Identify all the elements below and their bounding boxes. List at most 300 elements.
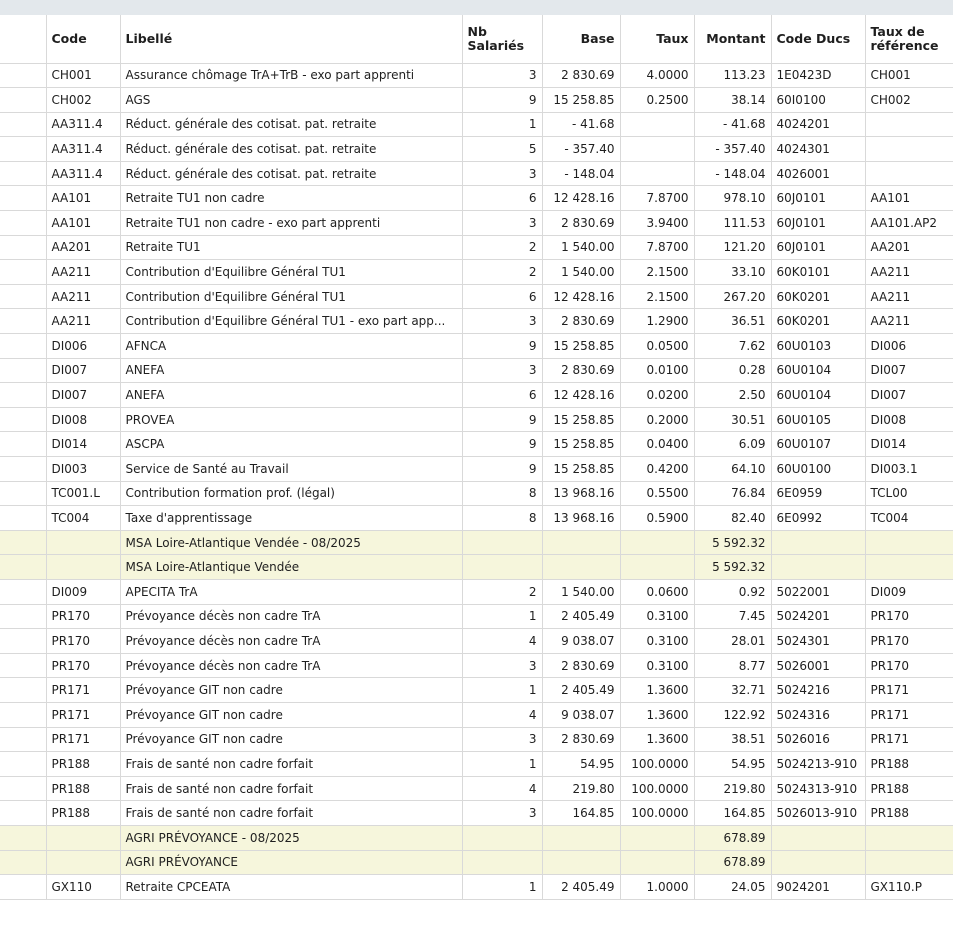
cell-taux: 0.5500 xyxy=(620,481,694,506)
column-header-code-ducs[interactable]: Code Ducs xyxy=(771,15,865,63)
cell-taux: 0.2000 xyxy=(620,407,694,432)
cell-libelle: Prévoyance GIT non cadre xyxy=(120,727,462,752)
cell-code-ducs: 60U0103 xyxy=(771,334,865,359)
cell-taux-reference: TC004 xyxy=(865,506,953,531)
cell-code: PR171 xyxy=(46,727,120,752)
cell-montant: 82.40 xyxy=(694,506,771,531)
cell-taux-reference: DI009 xyxy=(865,579,953,604)
row-gutter xyxy=(0,702,46,727)
cell-nb-salaries: 6 xyxy=(462,284,542,309)
cell-montant: 30.51 xyxy=(694,407,771,432)
cell-code: DI007 xyxy=(46,383,120,408)
cell-code-ducs: 60U0105 xyxy=(771,407,865,432)
cell-taux-reference xyxy=(865,530,953,555)
table-row[interactable] xyxy=(0,752,953,777)
cell-code: DI006 xyxy=(46,334,120,359)
row-gutter xyxy=(0,850,46,875)
row-gutter xyxy=(0,211,46,236)
cell-taux-reference: AA211 xyxy=(865,260,953,285)
table-body xyxy=(0,63,953,899)
cell-taux-reference: AA201 xyxy=(865,235,953,260)
table-row[interactable] xyxy=(0,63,953,88)
table-row[interactable] xyxy=(0,776,953,801)
row-gutter xyxy=(0,776,46,801)
cell-base: 1 540.00 xyxy=(542,579,620,604)
cell-taux: 0.3100 xyxy=(620,629,694,654)
cell-nb-salaries: 8 xyxy=(462,506,542,531)
cell-taux-reference: PR170 xyxy=(865,604,953,629)
cell-code-ducs: 5024216 xyxy=(771,678,865,703)
cell-montant: 0.92 xyxy=(694,579,771,604)
cell-base: 164.85 xyxy=(542,801,620,826)
table-row[interactable] xyxy=(0,678,953,703)
cell-taux-reference: PR188 xyxy=(865,752,953,777)
row-gutter xyxy=(0,678,46,703)
cell-taux-reference: DI014 xyxy=(865,432,953,457)
cell-montant: 32.71 xyxy=(694,678,771,703)
cell-taux-reference: DI008 xyxy=(865,407,953,432)
cell-base: - 148.04 xyxy=(542,161,620,186)
cell-taux: 7.8700 xyxy=(620,186,694,211)
cell-libelle: Prévoyance GIT non cadre xyxy=(120,702,462,727)
row-gutter xyxy=(0,137,46,162)
cell-montant: 121.20 xyxy=(694,235,771,260)
cell-code: CH002 xyxy=(46,88,120,113)
cell-base: 12 428.16 xyxy=(542,383,620,408)
cell-taux: 0.3100 xyxy=(620,604,694,629)
cell-code: PR170 xyxy=(46,629,120,654)
cell-libelle: MSA Loire-Atlantique Vendée - 08/2025 xyxy=(120,530,462,555)
table-row[interactable] xyxy=(0,260,953,285)
cell-taux-reference xyxy=(865,850,953,875)
cell-base: 15 258.85 xyxy=(542,334,620,359)
row-gutter xyxy=(0,653,46,678)
cell-montant: 978.10 xyxy=(694,186,771,211)
cell-code-ducs: 5026016 xyxy=(771,727,865,752)
column-header-base[interactable]: Base xyxy=(542,15,620,63)
cell-base: 2 830.69 xyxy=(542,653,620,678)
cell-libelle: Prévoyance décès non cadre TrA xyxy=(120,604,462,629)
row-gutter xyxy=(0,801,46,826)
cell-nb-salaries: 3 xyxy=(462,211,542,236)
cell-base: 13 968.16 xyxy=(542,506,620,531)
column-header-montant[interactable]: Montant xyxy=(694,15,771,63)
cell-nb-salaries xyxy=(462,850,542,875)
cell-code: PR188 xyxy=(46,776,120,801)
cell-montant: - 41.68 xyxy=(694,112,771,137)
cell-taux xyxy=(620,530,694,555)
cell-code: AA101 xyxy=(46,211,120,236)
cell-code: AA311.4 xyxy=(46,137,120,162)
cell-nb-salaries: 3 xyxy=(462,727,542,752)
cell-nb-salaries: 9 xyxy=(462,432,542,457)
cell-montant: 76.84 xyxy=(694,481,771,506)
cell-code: PR171 xyxy=(46,678,120,703)
table-row[interactable] xyxy=(0,112,953,137)
cell-code: TC001.L xyxy=(46,481,120,506)
cell-taux: 0.0400 xyxy=(620,432,694,457)
table-row[interactable] xyxy=(0,727,953,752)
cell-libelle: Retraite TU1 non cadre - exo part apprenti xyxy=(120,211,462,236)
table-row[interactable] xyxy=(0,161,953,186)
cell-nb-salaries: 3 xyxy=(462,801,542,826)
cell-code-ducs: 4026001 xyxy=(771,161,865,186)
cell-code: AA311.4 xyxy=(46,112,120,137)
cell-nb-salaries: 4 xyxy=(462,776,542,801)
cell-code: DI008 xyxy=(46,407,120,432)
cell-base xyxy=(542,530,620,555)
cell-taux-reference: DI007 xyxy=(865,383,953,408)
table-row[interactable] xyxy=(0,235,953,260)
table-row[interactable] xyxy=(0,875,953,900)
cell-montant: 6.09 xyxy=(694,432,771,457)
cell-base: - 357.40 xyxy=(542,137,620,162)
cell-base: 2 830.69 xyxy=(542,309,620,334)
table-row[interactable] xyxy=(0,284,953,309)
cell-code-ducs: 5024316 xyxy=(771,702,865,727)
cell-taux: 0.0200 xyxy=(620,383,694,408)
subtotal-row[interactable] xyxy=(0,825,953,850)
table-row[interactable] xyxy=(0,432,953,457)
cell-montant: 36.51 xyxy=(694,309,771,334)
table-row[interactable] xyxy=(0,383,953,408)
cell-code-ducs: 60K0201 xyxy=(771,309,865,334)
cell-base: 15 258.85 xyxy=(542,88,620,113)
row-gutter xyxy=(0,334,46,359)
row-gutter xyxy=(0,63,46,88)
cell-taux-reference: PR188 xyxy=(865,801,953,826)
cell-montant: 678.89 xyxy=(694,825,771,850)
row-gutter xyxy=(0,88,46,113)
cell-base: 2 830.69 xyxy=(542,63,620,88)
cell-nb-salaries: 4 xyxy=(462,629,542,654)
cell-taux: 100.0000 xyxy=(620,752,694,777)
cell-taux: 7.8700 xyxy=(620,235,694,260)
cell-code-ducs: 60U0100 xyxy=(771,457,865,482)
cell-libelle: Taxe d'apprentissage xyxy=(120,506,462,531)
cell-taux-reference: PR188 xyxy=(865,776,953,801)
cell-base: 9 038.07 xyxy=(542,702,620,727)
cell-nb-salaries: 5 xyxy=(462,137,542,162)
cell-taux: 1.3600 xyxy=(620,678,694,703)
cell-taux-reference: DI006 xyxy=(865,334,953,359)
row-gutter xyxy=(0,112,46,137)
cell-base: 12 428.16 xyxy=(542,284,620,309)
cell-taux: 4.0000 xyxy=(620,63,694,88)
cell-code-ducs: 60I0100 xyxy=(771,88,865,113)
cell-nb-salaries xyxy=(462,530,542,555)
cell-nb-salaries: 3 xyxy=(462,63,542,88)
cell-taux: 0.5900 xyxy=(620,506,694,531)
table-row[interactable] xyxy=(0,801,953,826)
cell-nb-salaries: 2 xyxy=(462,579,542,604)
cell-base: 2 405.49 xyxy=(542,875,620,900)
cell-taux-reference xyxy=(865,112,953,137)
row-gutter xyxy=(0,555,46,580)
cell-code-ducs: 6E0959 xyxy=(771,481,865,506)
cell-montant: 54.95 xyxy=(694,752,771,777)
cell-montant: 122.92 xyxy=(694,702,771,727)
cell-libelle: ASCPA xyxy=(120,432,462,457)
cell-code: GX110 xyxy=(46,875,120,900)
cell-taux-reference: DI007 xyxy=(865,358,953,383)
row-gutter xyxy=(0,752,46,777)
cell-libelle: Contribution d'Equilibre Général TU1 xyxy=(120,260,462,285)
table-row[interactable] xyxy=(0,702,953,727)
cell-nb-salaries: 2 xyxy=(462,235,542,260)
cell-nb-salaries: 1 xyxy=(462,678,542,703)
cell-taux: 1.2900 xyxy=(620,309,694,334)
cell-taux xyxy=(620,850,694,875)
row-gutter xyxy=(0,432,46,457)
cell-code: AA101 xyxy=(46,186,120,211)
cell-nb-salaries: 2 xyxy=(462,260,542,285)
row-gutter xyxy=(0,186,46,211)
cell-montant: 38.14 xyxy=(694,88,771,113)
cell-libelle: Réduct. générale des cotisat. pat. retraite xyxy=(120,137,462,162)
cell-nb-salaries: 3 xyxy=(462,161,542,186)
subtotal-row[interactable] xyxy=(0,530,953,555)
cell-libelle: PROVEA xyxy=(120,407,462,432)
column-header-nb-salaries[interactable]: Nb Salariés xyxy=(462,15,542,63)
cell-montant: 678.89 xyxy=(694,850,771,875)
cell-base: 2 405.49 xyxy=(542,604,620,629)
cell-base: 15 258.85 xyxy=(542,432,620,457)
row-gutter xyxy=(0,825,46,850)
cell-libelle: ANEFA xyxy=(120,383,462,408)
cell-code: PR170 xyxy=(46,653,120,678)
cell-taux-reference: AA101.AP2 xyxy=(865,211,953,236)
row-gutter xyxy=(0,530,46,555)
cell-libelle: AFNCA xyxy=(120,334,462,359)
cell-libelle: Frais de santé non cadre forfait xyxy=(120,801,462,826)
cell-nb-salaries: 9 xyxy=(462,88,542,113)
cell-nb-salaries: 1 xyxy=(462,875,542,900)
cell-montant: - 148.04 xyxy=(694,161,771,186)
cell-taux-reference: AA211 xyxy=(865,309,953,334)
cell-code: AA311.4 xyxy=(46,161,120,186)
row-gutter xyxy=(0,481,46,506)
cell-taux: 2.1500 xyxy=(620,260,694,285)
cell-nb-salaries: 6 xyxy=(462,186,542,211)
cell-base: - 41.68 xyxy=(542,112,620,137)
cell-taux: 1.0000 xyxy=(620,875,694,900)
cell-taux-reference: CH002 xyxy=(865,88,953,113)
cell-taux: 0.0600 xyxy=(620,579,694,604)
cell-code: CH001 xyxy=(46,63,120,88)
column-header-code[interactable]: Code xyxy=(46,15,120,63)
row-gutter xyxy=(0,604,46,629)
cell-libelle: Contribution d'Equilibre Général TU1 - exo part app... xyxy=(120,309,462,334)
table-row[interactable] xyxy=(0,88,953,113)
row-gutter xyxy=(0,506,46,531)
cell-code-ducs: 60U0104 xyxy=(771,358,865,383)
cell-code-ducs: 60J0101 xyxy=(771,186,865,211)
cell-libelle: Réduct. générale des cotisat. pat. retraite xyxy=(120,161,462,186)
cell-montant: 5 592.32 xyxy=(694,555,771,580)
cell-libelle: AGRI PRÉVOYANCE - 08/2025 xyxy=(120,825,462,850)
cell-taux-reference: PR171 xyxy=(865,727,953,752)
row-gutter xyxy=(0,260,46,285)
cell-montant: 24.05 xyxy=(694,875,771,900)
cell-base: 2 830.69 xyxy=(542,211,620,236)
cell-code-ducs: 6E0992 xyxy=(771,506,865,531)
cell-code xyxy=(46,530,120,555)
cell-taux-reference xyxy=(865,137,953,162)
cell-taux-reference xyxy=(865,161,953,186)
top-bar xyxy=(0,0,953,15)
cell-taux xyxy=(620,112,694,137)
cell-libelle: APECITA TrA xyxy=(120,579,462,604)
table-row[interactable] xyxy=(0,137,953,162)
cell-taux-reference: PR170 xyxy=(865,653,953,678)
column-header-taux[interactable]: Taux xyxy=(620,15,694,63)
cell-taux xyxy=(620,825,694,850)
subtotal-row[interactable] xyxy=(0,850,953,875)
cell-taux-reference xyxy=(865,825,953,850)
cell-taux-reference: AA101 xyxy=(865,186,953,211)
cell-code: PR188 xyxy=(46,752,120,777)
cell-taux xyxy=(620,137,694,162)
cell-code-ducs: 4024301 xyxy=(771,137,865,162)
cell-base: 2 830.69 xyxy=(542,727,620,752)
cell-montant: 0.28 xyxy=(694,358,771,383)
cell-code: DI009 xyxy=(46,579,120,604)
cell-code: PR171 xyxy=(46,702,120,727)
table-row[interactable] xyxy=(0,211,953,236)
cell-montant: 38.51 xyxy=(694,727,771,752)
cell-montant: 267.20 xyxy=(694,284,771,309)
cell-libelle: AGRI PRÉVOYANCE xyxy=(120,850,462,875)
cell-base: 1 540.00 xyxy=(542,260,620,285)
cell-libelle: Réduct. générale des cotisat. pat. retraite xyxy=(120,112,462,137)
row-gutter xyxy=(0,579,46,604)
cell-code-ducs: 60J0101 xyxy=(771,211,865,236)
table-row[interactable] xyxy=(0,604,953,629)
row-gutter xyxy=(0,309,46,334)
cell-code-ducs: 5024213-910 xyxy=(771,752,865,777)
cell-libelle: Frais de santé non cadre forfait xyxy=(120,776,462,801)
cell-code-ducs xyxy=(771,825,865,850)
cell-taux xyxy=(620,555,694,580)
cell-taux: 100.0000 xyxy=(620,776,694,801)
cell-code: AA211 xyxy=(46,309,120,334)
cell-code: AA211 xyxy=(46,284,120,309)
table-row[interactable] xyxy=(0,186,953,211)
cell-code: AA201 xyxy=(46,235,120,260)
cell-libelle: AGS xyxy=(120,88,462,113)
cell-code-ducs: 60J0101 xyxy=(771,235,865,260)
cell-libelle: Contribution d'Equilibre Général TU1 xyxy=(120,284,462,309)
table-row[interactable] xyxy=(0,579,953,604)
table-row[interactable] xyxy=(0,506,953,531)
cell-code-ducs: 5024301 xyxy=(771,629,865,654)
cell-taux-reference: PR170 xyxy=(865,629,953,654)
cell-code-ducs: 5022001 xyxy=(771,579,865,604)
table-row[interactable] xyxy=(0,457,953,482)
row-gutter xyxy=(0,383,46,408)
cell-base: 54.95 xyxy=(542,752,620,777)
cell-code xyxy=(46,825,120,850)
cell-taux-reference: TCL00 xyxy=(865,481,953,506)
cell-base: 219.80 xyxy=(542,776,620,801)
cell-base: 15 258.85 xyxy=(542,407,620,432)
cell-code-ducs: 5024201 xyxy=(771,604,865,629)
cell-montant: 7.62 xyxy=(694,334,771,359)
row-gutter xyxy=(0,629,46,654)
cell-taux-reference: PR171 xyxy=(865,702,953,727)
table-row[interactable] xyxy=(0,358,953,383)
cell-code: DI007 xyxy=(46,358,120,383)
cell-montant: 28.01 xyxy=(694,629,771,654)
cell-code-ducs xyxy=(771,850,865,875)
cell-code xyxy=(46,850,120,875)
cell-nb-salaries: 6 xyxy=(462,383,542,408)
cell-montant: 7.45 xyxy=(694,604,771,629)
cell-montant: 5 592.32 xyxy=(694,530,771,555)
cell-libelle: Prévoyance décès non cadre TrA xyxy=(120,653,462,678)
cell-taux: 0.4200 xyxy=(620,457,694,482)
row-gutter xyxy=(0,457,46,482)
cell-code-ducs: 5026013-910 xyxy=(771,801,865,826)
table-row[interactable] xyxy=(0,481,953,506)
cell-taux-reference: CH001 xyxy=(865,63,953,88)
subtotal-row[interactable] xyxy=(0,555,953,580)
row-gutter xyxy=(0,235,46,260)
cell-nb-salaries xyxy=(462,825,542,850)
cell-libelle: Retraite TU1 xyxy=(120,235,462,260)
cell-code-ducs: 60U0107 xyxy=(771,432,865,457)
row-gutter xyxy=(0,358,46,383)
column-header-libelle[interactable]: Libellé xyxy=(120,15,462,63)
column-header-taux-reference[interactable]: Taux de référence xyxy=(865,15,953,63)
cell-libelle: Retraite CPCEATA xyxy=(120,875,462,900)
table-header-row xyxy=(0,15,953,63)
cell-libelle: ANEFA xyxy=(120,358,462,383)
cell-libelle: MSA Loire-Atlantique Vendée xyxy=(120,555,462,580)
row-gutter xyxy=(0,161,46,186)
cell-code-ducs: 60K0101 xyxy=(771,260,865,285)
cell-nb-salaries: 9 xyxy=(462,407,542,432)
cell-base: 2 830.69 xyxy=(542,358,620,383)
cell-base: 12 428.16 xyxy=(542,186,620,211)
cell-libelle: Assurance chômage TrA+TrB - exo part apprenti xyxy=(120,63,462,88)
cell-montant: 64.10 xyxy=(694,457,771,482)
cell-taux: 0.2500 xyxy=(620,88,694,113)
cell-base: 13 968.16 xyxy=(542,481,620,506)
cell-nb-salaries: 4 xyxy=(462,702,542,727)
cell-code: DI003 xyxy=(46,457,120,482)
row-gutter-header xyxy=(0,15,46,63)
cell-libelle: Service de Santé au Travail xyxy=(120,457,462,482)
cell-code-ducs: 60K0201 xyxy=(771,284,865,309)
table-row[interactable] xyxy=(0,334,953,359)
table-row[interactable] xyxy=(0,407,953,432)
cell-nb-salaries: 1 xyxy=(462,604,542,629)
cell-code: TC004 xyxy=(46,506,120,531)
cell-base xyxy=(542,850,620,875)
table-row[interactable] xyxy=(0,629,953,654)
cell-montant: 2.50 xyxy=(694,383,771,408)
cell-code-ducs: 5024313-910 xyxy=(771,776,865,801)
cell-nb-salaries: 3 xyxy=(462,309,542,334)
table-row[interactable] xyxy=(0,309,953,334)
cell-taux-reference: PR171 xyxy=(865,678,953,703)
cell-taux: 1.3600 xyxy=(620,702,694,727)
cell-nb-salaries: 9 xyxy=(462,334,542,359)
cell-nb-salaries: 1 xyxy=(462,112,542,137)
table-row[interactable] xyxy=(0,653,953,678)
